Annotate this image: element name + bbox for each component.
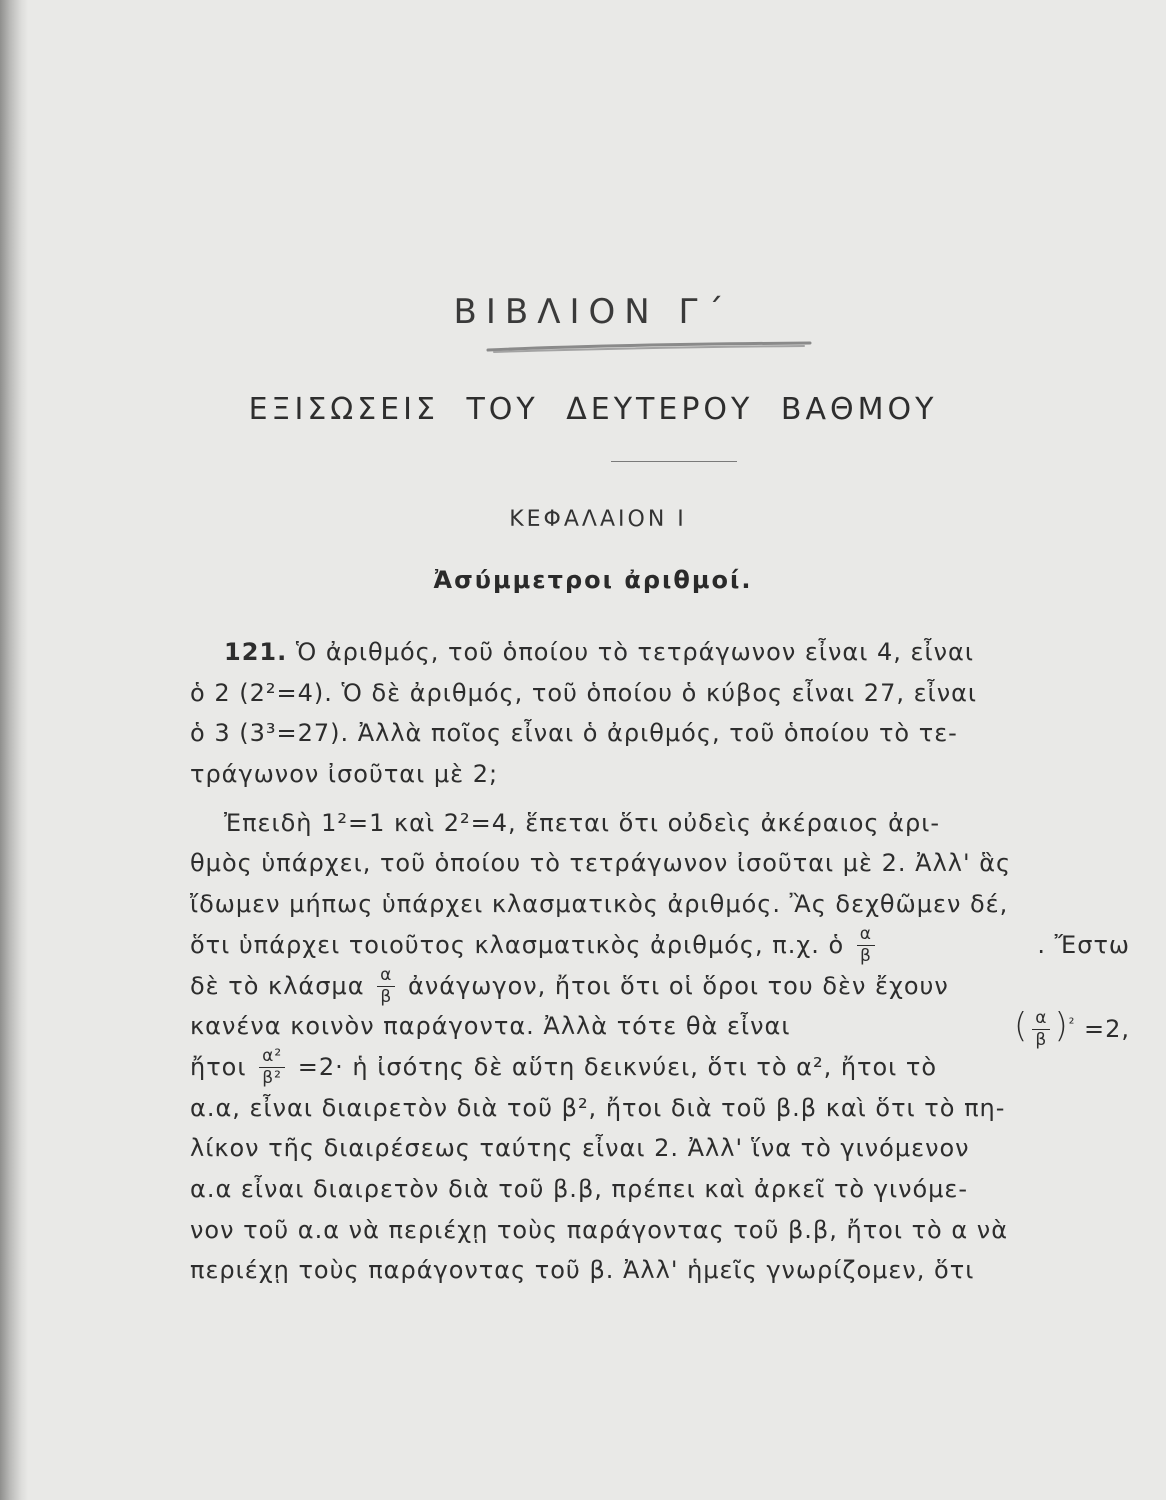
fraction-denominator: β [380,987,393,1007]
fraction-denominator: β [1035,1030,1048,1051]
line-text: ἤτοι [190,1052,247,1081]
line-text: α.α, εἶναι διαιρετὸν διὰ τοῦ β², ἤτοι διὰ τοῦ β.β καὶ ὅτι τὸ πη- [190,1093,1006,1122]
chapter-label: ΚΕΦΑΛΑΙΟΝ Ι [509,507,687,532]
divider-rule [611,461,737,462]
section-body [190,632,1130,1291]
text-line [190,1210,1130,1251]
text-line [190,1047,1130,1088]
chapter-title: Ἀσύμμετροι ἀριθμοί. [433,566,753,594]
line-text: =2· ἡ ἰσότης δὲ αὕτη δεικνύει, ὅτι τὸ α², ἤτοι τὸ [297,1052,938,1081]
fraction-numerator: α [1032,1010,1050,1030]
text-line [190,884,1130,925]
text-line [190,843,1130,884]
text-line [190,754,1130,795]
fraction-numerator: α [857,926,875,946]
line-text: ὅτι ὑπάρχει τοιοῦτος κλασματικὸς ἀριθμός, π.χ. ὁ [190,930,845,959]
fraction-a-over-b [1032,1010,1050,1049]
fraction-numerator: α [377,967,395,987]
text-line [190,632,1130,673]
line-text: ὁ 3 (3³=27). Ἀλλὰ ποῖος εἶναι ὁ ἀριθμός, τοῦ ὁποίου τὸ τε- [190,719,958,748]
text-line [190,1128,1130,1169]
line-tail: . Ἔστω [1037,930,1130,959]
fraction-a2-over-b2 [259,1048,285,1087]
text-line [190,1250,1130,1291]
title-underline [484,341,814,355]
text-line [190,966,1130,1007]
line-text: λίκον τῆς διαιρέσεως ταύτης εἶναι 2. Ἀλλ' ἵνα τὸ γινόμενον [190,1134,970,1163]
text-line [190,925,1130,966]
line-text: ἀνάγωγον, ἤτοι ὅτι οἱ ὅροι του δὲν ἔχουν [408,971,949,1000]
exponent: ² [1068,1015,1076,1032]
book-title: ΒΙΒΛΙΟΝ Γ΄ [453,292,733,332]
line-text: =2, [1083,1014,1130,1043]
fraction-a-over-b [377,967,395,1006]
line-text: δὲ τὸ κλάσμα [190,971,365,1000]
fraction-denominator: β [859,946,872,967]
line-text: θμὸς ὑπάρχει, τοῦ ὁποίου τὸ τετράγωνον ἰσοῦται μὲ 2. Ἀλλ' ἃς [190,849,1012,878]
line-text: κανένα κοινὸν παράγοντα. Ἀλλὰ τότε θὰ εἶναι [190,1012,791,1041]
text-line: κανένα κοινὸν παράγοντα. Ἀλλὰ τότε θὰ εἶναι ( $\frac{\alpha}{\beta}$ )$^{^2}$ =2, [190,1005,1130,1051]
line-text: νον τοῦ α.α νὰ περιέχῃ τοὺς παράγοντας τοῦ β.β, ἤτοι τὸ α νὰ [190,1215,1009,1244]
line-text: ὁ 2 (2²=4). Ὁ δὲ ἀριθμός, τοῦ ὁποίου ὁ κύβος εἶναι 27, εἶναι [190,678,978,707]
text-line [190,713,1130,754]
fraction-numerator: α² [259,1048,285,1068]
text-line [190,803,1130,844]
line-text: ἴδωμεν μήπως ὑπάρχει κλασματικὸς ἀριθμός. Ἂς δεχθῶμεν δέ, [190,890,1009,919]
line-text: α.α εἶναι διαιρετὸν διὰ τοῦ β.β, πρέπει καὶ ἀρκεῖ τὸ γινόμε- [190,1174,969,1203]
section-number: 121. [224,638,288,666]
line-text: περιέχῃ τοὺς παράγοντας τοῦ β. Ἀλλ' ἡμεῖς γνωρίζομεν, ὅτι [190,1256,975,1285]
line-text: Ἐπειδὴ 1²=1 καὶ 2²=4, ἕπεται ὅτι οὐδεὶς ἀκέραιος ἀρι- [224,808,940,837]
text-line [190,673,1130,714]
text-line [190,1169,1130,1210]
text-line [190,1088,1130,1129]
line-text: τράγωνον ἰσοῦται μὲ 2; [190,760,499,789]
part-title: ΕΞΙΣΩΣΕΙΣ ΤΟΥ ΔΕΥΤΕΡΟΥ ΒΑΘΜΟΥ [248,392,938,427]
fraction-denominator: β² [262,1068,282,1089]
line-text: Ὁ ἀριθμός, τοῦ ὁποίου τὸ τετράγωνον εἶναι 4, εἶναι [295,638,974,666]
fraction-a-over-b [857,926,875,965]
